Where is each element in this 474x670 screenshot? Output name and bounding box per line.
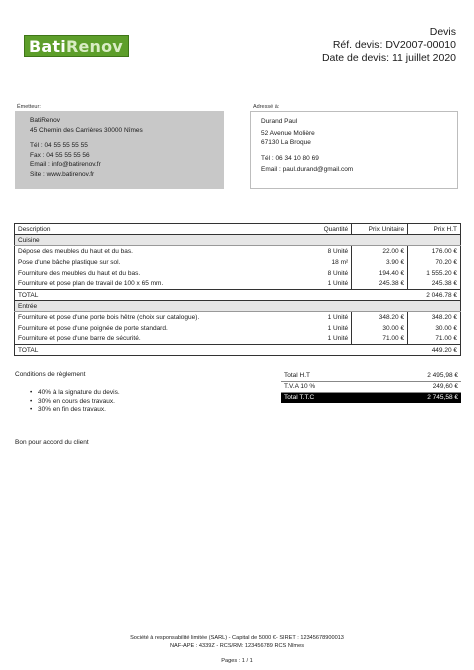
totals-table xyxy=(281,370,461,403)
table-row xyxy=(15,257,461,268)
row-unit-price: 194.40 € xyxy=(352,268,408,279)
section-title: Entrée xyxy=(15,301,461,312)
recipient-name: Durand Paul xyxy=(261,118,298,125)
table-row xyxy=(15,312,461,323)
total-ttc-value: 2 745,58 € xyxy=(372,392,461,403)
total-ht-value: 2 495,98 € xyxy=(372,370,461,381)
legal-footer xyxy=(0,634,474,650)
row-description: Pose d'une bâche plastique sur sol. xyxy=(15,257,304,268)
doc-type-title: Devis xyxy=(429,26,456,38)
row-quantity: 1 Unité xyxy=(327,324,349,332)
section-total-row xyxy=(15,290,461,301)
row-total: 71.00 € xyxy=(408,334,461,345)
row-total: 176.00 € xyxy=(408,246,461,257)
document-header xyxy=(322,26,456,65)
total-ht-label: Total H.T xyxy=(281,370,372,381)
logo-text-bati: Bati xyxy=(29,36,66,56)
recipient-label: Adressé à: xyxy=(253,104,280,110)
tva-label: T.V.A 10 % xyxy=(281,381,372,392)
payment-conditions-list xyxy=(30,389,120,415)
row-quantity: 8 Unité xyxy=(327,247,349,255)
row-total: 30.00 € xyxy=(408,323,461,334)
row-unit-price: 3.90 € xyxy=(352,257,408,268)
footer-line-registration: NAF-APE : 4339Z - RCS/RM: 123456789 RCS Nîmes xyxy=(170,643,304,649)
col-quantity: Quantité xyxy=(304,224,352,235)
payment-condition-item: • 30% en cours des travaux. xyxy=(30,398,120,407)
row-total: 348.20 € xyxy=(408,312,461,323)
table-row xyxy=(15,323,461,334)
row-quantity: 1 Unité xyxy=(327,313,349,321)
total-ht-row xyxy=(281,370,461,381)
col-price-ht: Prix H.T xyxy=(408,224,461,235)
logo-text-renov: Renov xyxy=(65,36,123,56)
row-total: 1 555.20 € xyxy=(408,268,461,279)
quote-reference: Réf. devis: DV2007-00010 xyxy=(332,39,456,51)
company-logo xyxy=(24,35,129,57)
issuer-address: 45 Chemin des Carrières 30000 Nîmes xyxy=(30,126,143,134)
issuer-box xyxy=(15,111,224,189)
recipient-box xyxy=(250,111,458,189)
payment-condition-item: • 30% en fin des travaux. xyxy=(30,406,120,415)
recipient-city: 67130 La Broque xyxy=(261,139,311,147)
section-row xyxy=(15,235,461,246)
tva-row xyxy=(281,381,461,392)
recipient-tel: Tél : 06 34 10 80 69 xyxy=(261,154,319,162)
issuer-fax: Fax : 04 55 55 55 56 xyxy=(30,151,90,159)
section-row xyxy=(15,301,461,312)
row-description: Fourniture des meubles du haut et du bas. xyxy=(15,268,304,279)
section-title: Cuisine xyxy=(15,235,461,246)
row-description: Fourniture et pose plan de travail de 100 x 65 mm. xyxy=(15,279,304,290)
row-unit-price: 245.38 € xyxy=(352,279,408,290)
row-quantity: 1 Unité xyxy=(327,280,349,288)
row-unit-price: 30.00 € xyxy=(352,323,408,334)
row-total: 70.20 € xyxy=(408,257,461,268)
row-description: Dépose des meubles du haut et du bas. xyxy=(15,246,304,257)
logo-text xyxy=(29,37,123,56)
row-description: Fourniture et pose d'une barre de sécurité. xyxy=(15,334,304,345)
quote-date: Date de devis: 11 juillet 2020 xyxy=(321,52,456,64)
row-quantity: 8 Unité xyxy=(327,269,349,277)
issuer-name: BatiRenov xyxy=(30,117,60,124)
section-total-value: 2 046.78 € xyxy=(408,290,461,301)
row-description: Fourniture et pose d'une porte bois hêtre (choix sur catalogue). xyxy=(15,312,304,323)
row-unit-price: 22.00 € xyxy=(352,246,408,257)
issuer-site: Site : www.batirenov.fr xyxy=(30,170,95,178)
payment-conditions-title: Conditions de règlement xyxy=(15,371,86,378)
col-description: Description xyxy=(15,224,304,235)
section-total-row xyxy=(15,345,461,356)
col-unit-price: Prix Unitaire xyxy=(352,224,408,235)
section-total-label: TOTAL xyxy=(15,345,408,356)
table-row xyxy=(15,334,461,345)
row-quantity: 18 m² xyxy=(331,258,349,266)
issuer-tel: Tél : 04 55 55 55 55 xyxy=(30,142,88,150)
row-quantity: 1 Unité xyxy=(327,335,349,343)
footer-line-company: Société à responsabilité limitée (SARL) - Capital de 5000 €- SIRET : 12345678900013 xyxy=(130,635,344,641)
table-header-row xyxy=(15,224,461,235)
recipient-street: 52 Avenue Molière xyxy=(261,129,315,137)
tva-value: 249,60 € xyxy=(372,381,461,392)
section-total-value: 449.20 € xyxy=(408,345,461,356)
total-ttc-row xyxy=(281,392,461,403)
client-approval-text: Bon pour accord du client xyxy=(15,439,89,446)
table-row xyxy=(15,279,461,290)
recipient-email: Email : paul.durand@gmail.com xyxy=(261,166,354,174)
payment-condition-item: • 40% à la signature du devis. xyxy=(30,389,120,398)
items-table xyxy=(14,223,461,356)
page-counter: Pages : 1 / 1 xyxy=(221,658,253,664)
row-unit-price: 71.00 € xyxy=(352,334,408,345)
total-ttc-label: Total T.T.C xyxy=(281,392,372,403)
row-description: Fourniture et pose d'une poignée de porte standard. xyxy=(15,323,304,334)
issuer-label: Émetteur: xyxy=(17,104,41,110)
row-unit-price: 348.20 € xyxy=(352,312,408,323)
table-row xyxy=(15,246,461,257)
row-total: 245.38 € xyxy=(408,279,461,290)
section-total-label: TOTAL xyxy=(15,290,408,301)
issuer-email: Email : info@batirenov.fr xyxy=(30,161,101,169)
table-row xyxy=(15,268,461,279)
